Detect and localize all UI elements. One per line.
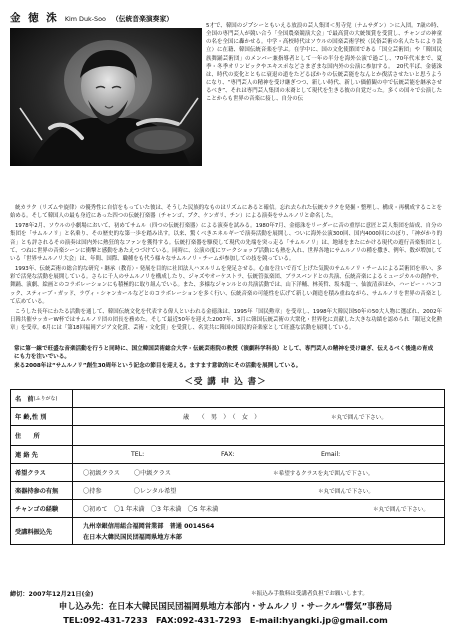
- experience-options: [73, 500, 444, 517]
- contact-label: 連 絡 先: [11, 446, 73, 463]
- biography-text: [10, 204, 442, 334]
- class-note: ＊希望するクラスを丸で囲んで下さい。: [273, 470, 374, 477]
- form-row-instrument: [11, 482, 444, 500]
- artist-photo-illustration: [10, 28, 202, 166]
- callout-text: [14, 345, 438, 370]
- name-label: [11, 390, 73, 407]
- instrument-option-rental[interactable]: 〇レンタル希望: [133, 488, 177, 495]
- transfer-bank: 九州幸銀信用組合福岡営業部 普通 0014564: [83, 523, 215, 530]
- email-label: Email:: [321, 451, 341, 458]
- address-label: 住 所: [11, 426, 73, 445]
- bio-paragraph: 統カラク（リズムや旋律）の優秀性に自信をもっていた彼は、そうした民族的なものはリズムにあると確信。忘れ去られた伝統カラクを発掘・整理し、構成・再構成することを始める。そして韓国人の最も身近にあった四つの伝統打楽器（チャンゴ、プク、ケンガリ、チン）による演奏をサムルノリと命名した。: [10, 205, 442, 220]
- class-label: 希望クラス: [11, 464, 73, 481]
- experience-option-list[interactable]: 〇初めて 〇1 年未満 〇3 年未満 〇5 年未満: [83, 506, 219, 513]
- bio-paragraph: 1978年2月、ソウルの小劇場において、初めてサムル（四つの伝統打楽器）による演奏を試みる。1980年7月、金徳洙をリーダーに音の重厚に意匠と芸人集団を結成、自分の集団を「サムルノリ」と名乗り、その歴史的な第一歩を踏み出す。以来、驚くべきエネルギーで演奏活動を展開し、ついに海外公演300回、国内4000回にのぼり、「神がかり的音」とも評されるその演奏は国内外に熱狂的なファンを獲得する。伝統打楽器を駆使して現代の先端を突っ走る「サムルノリ」は、地球をまたにかける現代の遊行音楽集団として、つねに世界の音楽シーンに衝撃と感動をあたえつづけている。同時に、公演の度にワークショップ活動にも熱を入れ、世界各地にサムルノリの種を撒き、例年、数が増加している「世界サムルノリ大会」は、年間、国際、職種をも代う様々なサムルノリ・チームが参加しての技を競っている。: [10, 223, 442, 262]
- form-row-age: [11, 408, 444, 426]
- artist-role: （伝統音楽演奏家）: [111, 15, 174, 23]
- form-row-transfer: [11, 518, 444, 544]
- form-row-address: [11, 426, 444, 446]
- form-row-class: [11, 464, 444, 482]
- form-row-name: [11, 390, 444, 408]
- experience-note: ＊丸で囲んで下さい。: [373, 506, 429, 513]
- profile-header: [10, 10, 210, 30]
- artist-name-jp: 金 徳 洙: [10, 12, 59, 24]
- instrument-note: ＊丸で囲んで下さい。: [318, 488, 374, 495]
- form-row-experience: [11, 500, 444, 518]
- artist-photo: [10, 28, 202, 166]
- bio-paragraph: こうした長年にわたる活動を通して、韓国伝統文化を代表する偉人といわれる金徳洙は、1995年「国民勲章」を受章し、1998年大韓民国50年の50大人物に選ばれ、2002年日韓共催サッカーW杯ではサムルノリ団の団長を務めた。そして最近50年を迎えた2007年、3月に韓国伝統芸術の大衆化・世界化に貢献した大きな功績を認められ「銀冠文化勲章」を受章。6月には「第18回福岡アジア文化賞、芸術・文化賞」を受賞し、名実共に韓国の国民的音楽家として旺盛な活動を展開している。: [10, 308, 442, 332]
- class-option-intermediate[interactable]: 〇中級クラス: [133, 470, 171, 477]
- intro-text: 5才で、韓国のジプシーともいえる放浪の芸人集団＜男寺党（ナムサダン）＞に入団。7歳の時、全国の専門芸人が競い合う「全国農楽競演大会」で最高賞の大統領賞を受賞し、チャンゴの神童の名を全国に轟かせる。中学・高校時代はソウルの国楽芸術学校（民俗芸術の名人たちにより設立）に在籍、韓国伝統音楽を学ぶ。在学中に、国の文化使節団である「国立芸術団」や「韓国民族舞踊芸術団」のメンバー兼指導者として一年の半分を海外公演で過ごし、'70年代末まで、夏季・冬季オリンピックやエキスポなどさまざまな国内外の公演に参加する。 20代半ば、金徳洙は、時代の変化とともに衰退の道をたどるばかりの伝統芸能をなんとか復活させたいと思うようになり、“専門芸人の精神を受け継ぎつつ、新しい時代、新しい価値観の中で伝統芸能を継承させるべき”、それは専門芸人集団の末裔として現代を生きる彼の自覚だった。多くの国々で公演したことからも世界の音楽に接し、自分の伝: [206, 23, 442, 103]
- tel-label: TEL:: [131, 451, 145, 458]
- transfer-details: [73, 518, 444, 544]
- fee-note: ＊振込み手数料は受講者負担でお願いします。: [251, 591, 369, 597]
- age-label: 年 齢,性 別: [11, 408, 73, 425]
- name-field[interactable]: [73, 390, 444, 407]
- transfer-label: 受講料振込先: [11, 518, 73, 544]
- contact-details: TEL:092-431-7233 FAX:092-431-7293 E-mail:hyangki.jp@gmail.com: [63, 615, 388, 625]
- class-options: [73, 464, 444, 481]
- address-field[interactable]: [73, 426, 444, 445]
- transfer-account: 在日本大韓民国民団福岡県地方本部: [83, 534, 182, 541]
- callout-paragraph: 常に第一線で旺盛な音楽活動を行うと同時に、国立韓国芸術総合大学・伝統芸術院の教授（演劇科学科長）として、専門芸人の精神を受け継ぎ、伝えるべく後進の育成にも力を注いでいる。: [14, 346, 434, 361]
- age-gender-options: 歳 （ 男 ） （ 女 ）: [183, 414, 261, 421]
- age-gender-field[interactable]: [73, 408, 444, 425]
- class-option-beginner[interactable]: 〇初級クラス: [83, 470, 120, 477]
- bio-paragraph: 1993年、伝統芸術の総合的な研究・継承（教育）・発展を目的に社団法人ハヌルリムを発足させる。心血を注いで育て上げた気鋭のサムルノリ・チームによる芸術団を率い、多彩で活発な活動を展開している。さらに千人のサムルノリを構成したり、ジャズやオーケストラ、伝統管弦楽団、ブラスバンドとの共演、伝統音楽によるミュージカルの創作や、舞踊、演劇、絵画とのコラボレーションにも積極的に取り組んでいる。また、多様なジャンルとの共演活動では、山下洋輔、林英哲、坂本龍一、仙波清彦ほか、ハービー・ハンコック、スティーブ・ガッド、ラヴィ・シャンカールなどとのコラボレーションを多く行い、伝統音楽の可能性を広げて新しい創造を積み重ねながら、サムルノリを世界の音楽として広めている。: [10, 266, 442, 305]
- callout-paragraph: 来る2008年は“サムルノリ”創生30周年という記念の節目を迎える。ますます意欲的にその活動を展開している。: [14, 362, 302, 369]
- registration-form: [10, 389, 445, 545]
- form-title: ＜受 講 申 込 書＞: [184, 377, 267, 387]
- fax-label: FAX:: [221, 451, 235, 458]
- form-row-contact: [11, 446, 444, 464]
- contact-field[interactable]: [73, 446, 444, 463]
- experience-label: チャンゴの経験: [11, 500, 73, 517]
- artist-name-en: Kim Duk-Soo: [64, 15, 106, 23]
- name-label-text: 名 前: [15, 396, 34, 403]
- deadline: 締切：2007年12月21日(金): [10, 591, 94, 598]
- instrument-option-bring[interactable]: 〇持参: [83, 488, 102, 495]
- contact-office: 申し込み先：在日本大韓民国民団福岡県地方本部内・サムルノリ・サークル“響気”事務局: [58, 601, 393, 611]
- furigana-label: (ふりがな): [33, 396, 58, 402]
- instrument-options: [73, 482, 444, 499]
- age-note: ＊丸で囲んで下さい。: [331, 414, 387, 421]
- instrument-label: 楽器持参の有無: [11, 482, 73, 499]
